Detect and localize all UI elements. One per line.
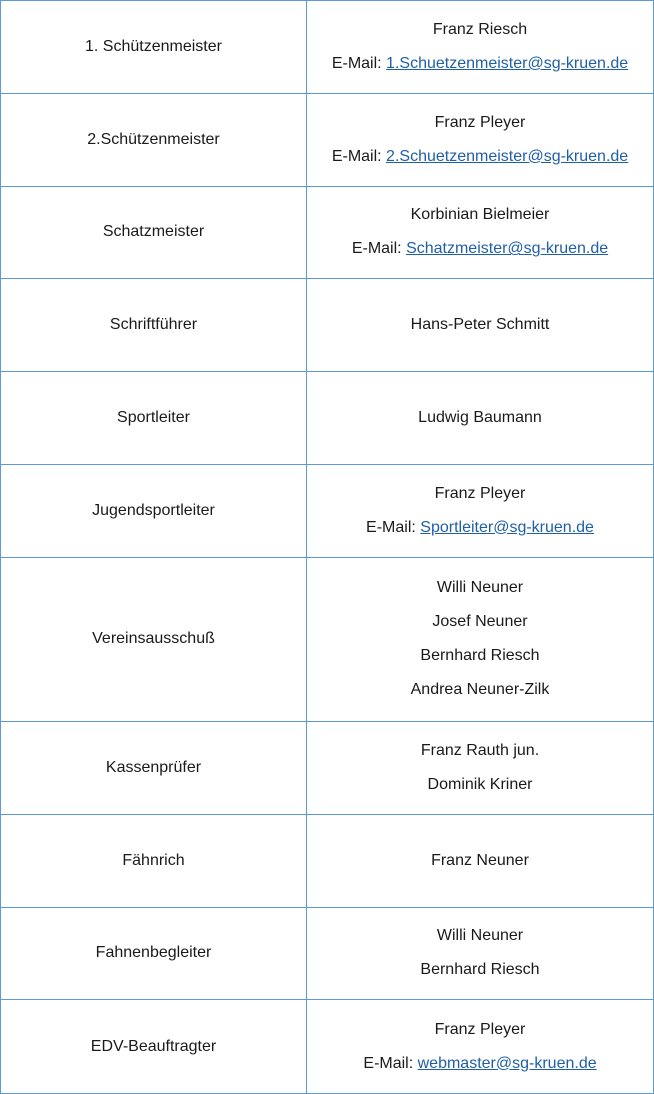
table-row: [1, 722, 653, 815]
person-name: Willi Neuner: [436, 927, 524, 945]
role-cell: [1, 1000, 307, 1093]
role-label: Schatzmeister: [102, 223, 205, 241]
table-row: [1, 1, 653, 94]
role-cell: [1, 465, 307, 557]
role-cell: [1, 94, 307, 186]
role-cell: [1, 722, 307, 814]
table-row: [1, 908, 653, 1001]
people-cell: [307, 558, 653, 722]
email-line: [363, 1047, 596, 1081]
person-name: Franz Rauth jun.: [420, 741, 540, 759]
people-cell: [307, 1000, 653, 1093]
role-label: Schriftführer: [109, 316, 198, 334]
person-name: Willi Neuner: [436, 579, 524, 597]
email-line: [332, 47, 628, 81]
email-label: E-Mail:: [363, 1054, 414, 1072]
person-name: Bernhard Riesch: [420, 647, 540, 665]
person-name: Dominik Kriner: [427, 775, 533, 793]
role-cell: [1, 1, 307, 93]
role-cell: [1, 279, 307, 371]
email-link[interactable]: 2.Schuetzenmeister@sg-kruen.de: [386, 147, 629, 165]
role-label: Fahnenbegleiter: [95, 944, 212, 962]
table-row: [1, 815, 653, 908]
people-cell: [307, 1, 653, 93]
email-label: E-Mail:: [366, 518, 416, 536]
email-link[interactable]: Schatzmeister@sg-kruen.de: [406, 240, 609, 258]
email-label: E-Mail:: [331, 147, 382, 165]
person-name: Korbinian Bielmeier: [410, 206, 550, 224]
person-name: Franz Pleyer: [434, 113, 526, 131]
email-link[interactable]: 1.Schuetzenmeister@sg-kruen.de: [386, 54, 629, 72]
person-name: Hans-Peter Schmitt: [410, 316, 550, 334]
role-cell: [1, 187, 307, 279]
role-cell: [1, 372, 307, 464]
person-name: Ludwig Baumann: [418, 408, 542, 426]
person-name: Franz Riesch: [432, 20, 528, 38]
email-link[interactable]: webmaster@sg-kruen.de: [417, 1054, 597, 1072]
people-cell: [307, 722, 653, 814]
role-label: Vereinsausschuß: [92, 630, 215, 648]
people-cell: [307, 279, 653, 371]
person-name: Franz Neuner: [431, 851, 529, 869]
role-label: Sportleiter: [117, 408, 190, 426]
table-row: [1, 372, 653, 465]
email-line: [332, 140, 628, 174]
table-row: [1, 558, 653, 723]
person-name: Bernhard Riesch: [420, 961, 540, 979]
role-label: Kassenprüfer: [105, 758, 202, 776]
person-name: Josef Neuner: [432, 613, 528, 631]
person-name: Franz Pleyer: [434, 1020, 526, 1038]
people-cell: [307, 465, 653, 557]
person-name: Andrea Neuner-Zilk: [410, 681, 550, 699]
role-label: Fähnrich: [122, 851, 185, 869]
email-label: E-Mail:: [331, 54, 382, 72]
people-cell: [307, 908, 653, 1000]
table-row: [1, 187, 653, 280]
role-cell: [1, 815, 307, 907]
people-cell: [307, 815, 653, 907]
role-label: 1. Schützenmeister: [85, 37, 222, 55]
people-cell: [307, 94, 653, 186]
table-row: [1, 1000, 653, 1093]
email-line: [352, 232, 608, 266]
role-cell: [1, 908, 307, 1000]
people-cell: [307, 187, 653, 279]
email-line: [366, 511, 594, 545]
person-name: Franz Pleyer: [434, 484, 526, 502]
table-row: [1, 465, 653, 558]
role-label: 2.Schützenmeister: [87, 130, 220, 148]
email-label: E-Mail:: [351, 240, 402, 258]
people-cell: [307, 372, 653, 464]
role-label: Jugendsportleiter: [92, 501, 215, 519]
table-row: [1, 94, 653, 187]
role-label: EDV-Beauftragter: [90, 1037, 217, 1055]
email-link[interactable]: Sportleiter@sg-kruen.de: [420, 518, 594, 536]
role-cell: [1, 558, 307, 722]
table-row: [1, 279, 653, 372]
